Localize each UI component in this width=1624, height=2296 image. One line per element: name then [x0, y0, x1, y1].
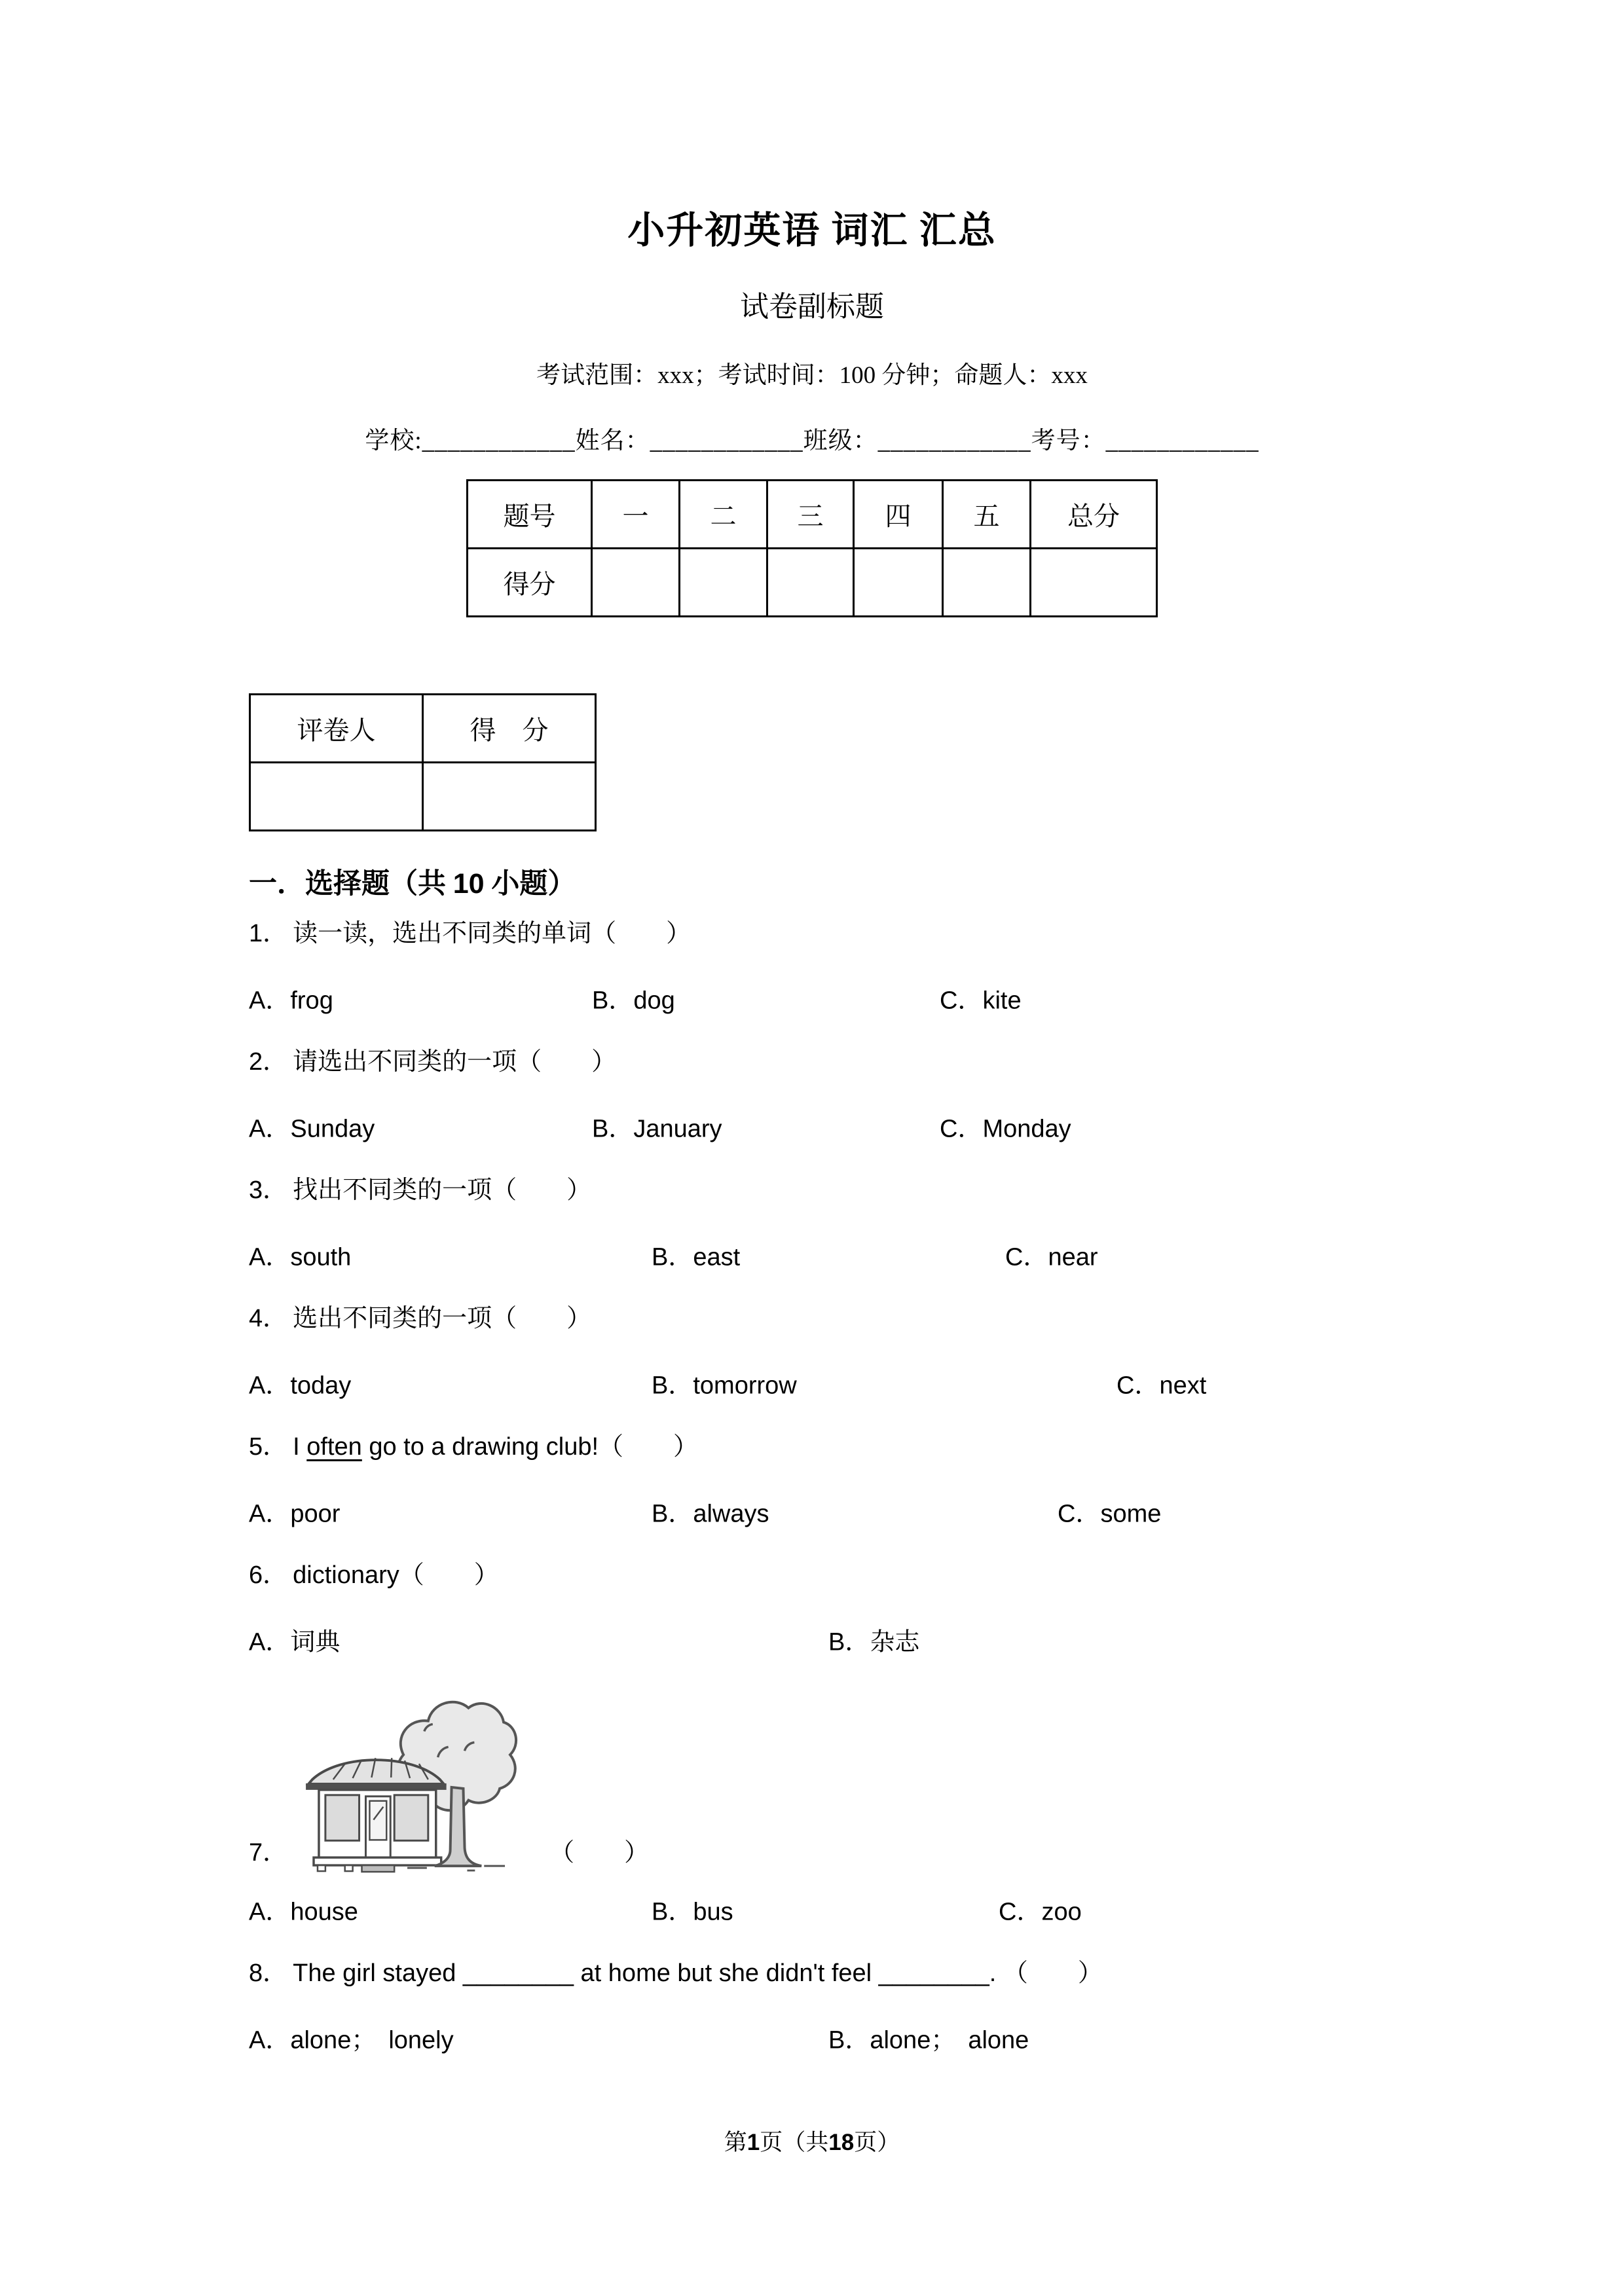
- grader-empty-cell: [250, 763, 423, 831]
- exam-info-line: 考试范围：xxx；考试时间：100 分钟；命题人：xxx: [536, 362, 1088, 389]
- score-empty-cell: [680, 549, 767, 617]
- score-header-cell: 五: [943, 481, 1031, 549]
- page-title: 小升初英语 词汇 汇总: [627, 210, 997, 251]
- score-empty-cell: [592, 549, 680, 617]
- grader-table-header-row: [250, 695, 596, 763]
- grader-empty-cell: [423, 763, 596, 831]
- q2-option-c: C．Monday: [940, 1115, 1071, 1143]
- page-footer: [0, 2124, 1624, 2157]
- grader-score-label-cell: 得 分: [423, 695, 596, 763]
- q5-option-a: A．poor: [249, 1500, 341, 1528]
- footer-text: 第: [724, 2130, 747, 2155]
- question-5-underlined-word: often: [306, 1433, 362, 1461]
- question-2: [249, 1030, 1375, 1094]
- question-6-number: 6．: [249, 1561, 288, 1589]
- q1-option-c: C．kite: [940, 987, 1022, 1015]
- question-8-text: The girl stayed ________ at home but she didn't feel ________. （ ）: [293, 1959, 1103, 1987]
- question-5-number: 5．: [249, 1433, 288, 1461]
- question-7-options: [249, 1877, 1375, 1941]
- score-summary-table: [466, 479, 1158, 617]
- q4-option-c: C．next: [1116, 1372, 1207, 1400]
- q5-option-b: B．always: [652, 1500, 769, 1528]
- score-header-cell: 二: [680, 481, 767, 549]
- question-4-number: 4．: [249, 1305, 288, 1332]
- score-table-score-row: [468, 549, 1157, 617]
- section-heading-suffix: 小题）: [484, 869, 576, 900]
- question-8-number: 8．: [249, 1959, 288, 1987]
- question-6-text: dictionary（ ）: [293, 1561, 499, 1589]
- score-empty-cell: [943, 549, 1031, 617]
- q6-option-b: B．杂志: [828, 1628, 920, 1656]
- score-header-cell: 总分: [1031, 481, 1157, 549]
- question-1-options: [249, 966, 1375, 1030]
- footer-total-pages: 18: [828, 2130, 855, 2155]
- question-4-options: [249, 1351, 1375, 1415]
- score-header-cell: 题号: [468, 481, 592, 549]
- question-4: [249, 1286, 1375, 1351]
- question-7-answer-paren: （ ）: [549, 1839, 650, 1867]
- score-header-cell: 三: [767, 481, 854, 549]
- q7-option-c: C．zoo: [999, 1898, 1082, 1926]
- question-2-number: 2．: [249, 1048, 288, 1076]
- question-2-text: 请选出不同类的一项（ ）: [293, 1048, 617, 1076]
- grader-label-cell: 评卷人: [250, 695, 423, 763]
- grader-score-table: [249, 693, 597, 831]
- question-8: [249, 1941, 1375, 2005]
- question-5-text-pre: I: [293, 1433, 307, 1461]
- score-row-label: 得分: [468, 549, 592, 617]
- score-header-cell: 一: [592, 481, 680, 549]
- score-empty-cell: [1031, 549, 1157, 617]
- question-7: [249, 1671, 1375, 1877]
- score-empty-cell: [767, 549, 854, 617]
- q4-option-a: A．today: [249, 1372, 352, 1400]
- footer-text: 页（共: [760, 2130, 829, 2155]
- q3-option-c: C．near: [1005, 1243, 1098, 1271]
- q1-option-b: B．dog: [592, 987, 675, 1015]
- question-8-options: [249, 2005, 1375, 2069]
- student-info-line: 学校:____________姓名：____________班级：____________考号：____________: [365, 428, 1259, 454]
- house-with-tree-illustration: [303, 1682, 521, 1877]
- section-heading-prefix: 一．选择题（共: [249, 869, 453, 900]
- question-6: [249, 1543, 1375, 1607]
- question-1-text: 读一读，选出不同类的单词（ ）: [293, 920, 692, 947]
- question-6-options: [249, 1607, 1375, 1671]
- section-question-count: 10: [452, 868, 485, 900]
- question-2-options: [249, 1094, 1375, 1158]
- q3-option-a: A．south: [249, 1243, 352, 1271]
- q5-option-c: C．some: [1058, 1500, 1162, 1528]
- q6-option-a: A．词典: [249, 1628, 341, 1656]
- question-5: [249, 1415, 1375, 1479]
- grader-table-empty-row: [250, 763, 596, 831]
- question-7-number: 7．: [249, 1839, 288, 1867]
- question-3-text: 找出不同类的一项（ ）: [293, 1176, 592, 1204]
- question-5-text-post: go to a drawing club!（ ）: [361, 1433, 699, 1461]
- paper-subtitle: 试卷副标题: [740, 291, 884, 323]
- question-3-options: [249, 1222, 1375, 1286]
- score-header-cell: 四: [854, 481, 943, 549]
- q7-option-a: A．house: [249, 1898, 358, 1926]
- footer-page-number: 1: [747, 2130, 760, 2155]
- question-1: [249, 902, 1375, 966]
- q2-option-a: A．Sunday: [249, 1115, 375, 1143]
- footer-text: 页）: [854, 2130, 900, 2155]
- question-3: [249, 1158, 1375, 1222]
- section-one-heading: [249, 862, 1375, 902]
- q8-option-b: B．alone； alone: [828, 2026, 1029, 2054]
- q1-option-a: A．frog: [249, 987, 333, 1015]
- q2-option-b: B．January: [592, 1115, 722, 1143]
- question-5-options: [249, 1479, 1375, 1543]
- q4-option-b: B．tomorrow: [652, 1372, 797, 1400]
- q7-option-b: B．bus: [652, 1898, 733, 1926]
- score-empty-cell: [854, 549, 943, 617]
- q3-option-b: B．east: [652, 1243, 741, 1271]
- question-4-text: 选出不同类的一项（ ）: [293, 1305, 592, 1332]
- q8-option-a: A．alone； lonely: [249, 2026, 454, 2054]
- score-table-header-row: [468, 481, 1157, 549]
- question-1-number: 1．: [249, 920, 288, 947]
- question-3-number: 3．: [249, 1176, 288, 1204]
